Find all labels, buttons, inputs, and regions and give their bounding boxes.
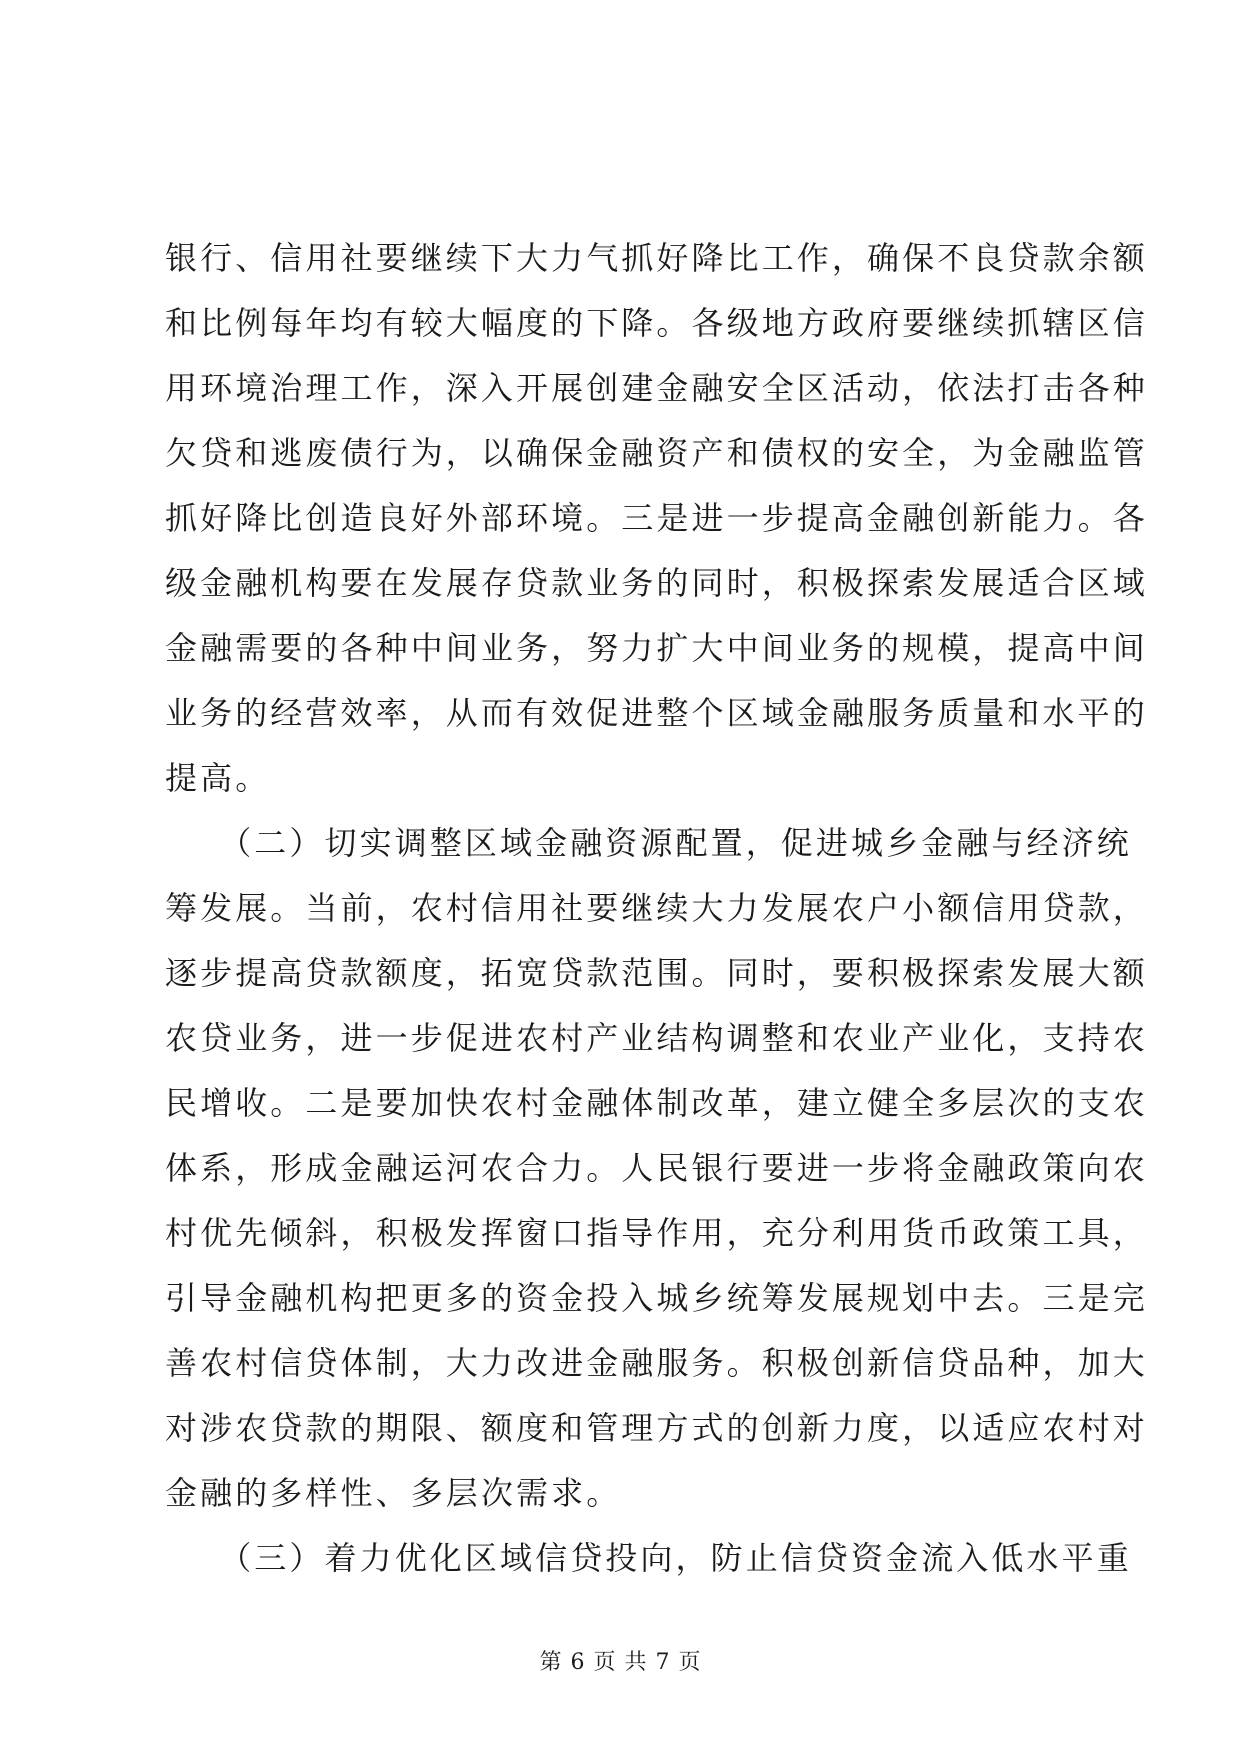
text-line: 抓好降比创造良好外部环境。三是进一步提高金融创新能力。各 bbox=[165, 499, 1148, 537]
text-line: 农贷业务，进一步促进农村产业结构调整和农业产业化，支持农 bbox=[165, 1019, 1148, 1057]
text-line: 欠贷和逃废债行为，以确保金融资产和债权的安全，为金融监管 bbox=[165, 434, 1148, 472]
page-number-footer: 第 6 页 共 7 页 bbox=[539, 1650, 702, 1675]
text-line: 提高。 bbox=[165, 759, 271, 797]
text-line: 用环境治理工作，深入开展创建金融安全区活动，依法打击各种 bbox=[165, 369, 1148, 407]
text-line: 善农村信贷体制，大力改进金融服务。积极创新信贷品种，加大 bbox=[165, 1344, 1148, 1382]
text-line: 对涉农贷款的期限、额度和管理方式的创新力度，以适应农村对 bbox=[165, 1409, 1148, 1447]
text-line: 银行、信用社要继续下大力气抓好降比工作，确保不良贷款余额 bbox=[165, 239, 1148, 277]
text-line: 筹发展。当前，农村信用社要继续大力发展农户小额信用贷款， bbox=[165, 889, 1148, 927]
text-line: 引导金融机构把更多的资金投入城乡统筹发展规划中去。三是完 bbox=[165, 1279, 1148, 1317]
text-line: 业务的经营效率，从而有效促进整个区域金融服务质量和水平的 bbox=[165, 694, 1148, 732]
text-line: 体系，形成金融运河农合力。人民银行要进一步将金融政策向农 bbox=[165, 1149, 1148, 1187]
text-line: 级金融机构要在发展存贷款业务的同时，积极探索发展适合区域 bbox=[165, 564, 1148, 602]
text-line: （三）着力优化区域信贷投向，防止信贷资金流入低水平重 bbox=[165, 1539, 1132, 1577]
text-line: 和比例每年均有较大幅度的下降。各级地方政府要继续抓辖区信 bbox=[165, 304, 1148, 342]
text-line: 金融需要的各种中间业务，努力扩大中间业务的规模，提高中间 bbox=[165, 629, 1148, 667]
body-text bbox=[165, 226, 1148, 1591]
text-line: 逐步提高贷款额度，拓宽贷款范围。同时，要积极探索发展大额 bbox=[165, 954, 1148, 992]
text-line: 村优先倾斜，积极发挥窗口指导作用，充分利用货币政策工具， bbox=[165, 1214, 1148, 1252]
text-line: 金融的多样性、多层次需求。 bbox=[165, 1474, 622, 1512]
text-line: 民增收。二是要加快农村金融体制改革，建立健全多层次的支农 bbox=[165, 1084, 1148, 1122]
text-line: （二）切实调整区域金融资源配置，促进城乡金融与经济统 bbox=[165, 824, 1132, 862]
